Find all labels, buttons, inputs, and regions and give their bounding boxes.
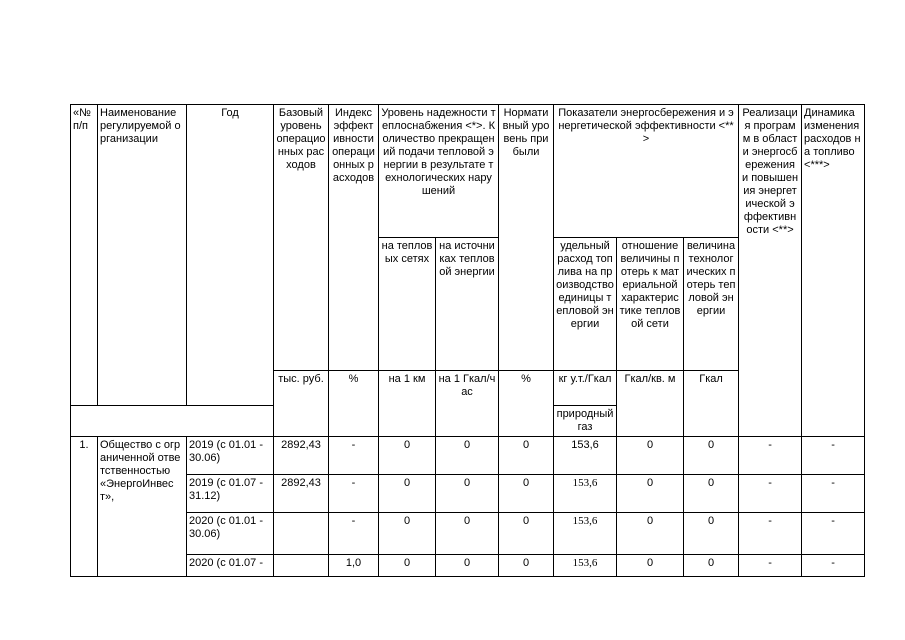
row-networks: 0 <box>379 555 436 577</box>
org-name: Общество с ограниченной ответственностью «ЭнергоИнвест», <box>98 437 187 577</box>
subheader-losses-ratio: отношение величины потерь к материальной характеристике тепловой сети <box>617 238 684 371</box>
header-num: «№ п/п <box>71 105 98 406</box>
table-row <box>71 555 865 577</box>
unit-fuel: кг у.т./Гкал <box>554 371 617 406</box>
row-program: - <box>739 513 802 555</box>
row-year: 2020 (с 01.01 - 30.06) <box>187 513 274 555</box>
header-energy: Показатели энергосбережения и энергетической эффективности <**> <box>554 105 739 238</box>
row-fuel: 153,6 <box>554 513 617 555</box>
unit-networks: на 1 км <box>379 371 436 437</box>
header-dynamics: Динамика изменения расходов на топливо <***> <box>802 105 865 437</box>
subheader-sources: на источниках тепловой энергии <box>436 238 499 371</box>
table-row <box>71 513 865 555</box>
row-dynamics: - <box>802 475 865 513</box>
unit-fuel-type: природный газ <box>554 406 617 437</box>
row-losses-ratio: 0 <box>617 513 684 555</box>
row-profit: 0 <box>499 555 554 577</box>
row-networks: 0 <box>379 513 436 555</box>
row-index: - <box>329 437 379 475</box>
org-num: 1. <box>71 437 98 577</box>
table-row <box>71 475 865 513</box>
row-profit: 0 <box>499 437 554 475</box>
unit-base: тыс. руб. <box>274 371 329 437</box>
row-losses: 0 <box>684 475 739 513</box>
row-program: - <box>739 475 802 513</box>
row-dynamics: - <box>802 437 865 475</box>
row-losses-ratio: 0 <box>617 475 684 513</box>
row-losses-ratio: 0 <box>617 555 684 577</box>
header-org: Наименование регулируемой организации <box>98 105 187 406</box>
unit-profit: % <box>499 371 554 437</box>
row-sources: 0 <box>436 437 499 475</box>
header-year: Год <box>187 105 274 406</box>
row-year: 2019 (с 01.07 - 31.12) <box>187 475 274 513</box>
row-base: 2892,43 <box>274 437 329 475</box>
row-networks: 0 <box>379 475 436 513</box>
row-sources: 0 <box>436 555 499 577</box>
unit-sources: на 1 Гкал/час <box>436 371 499 437</box>
row-year: 2019 (с 01.01 - 30.06) <box>187 437 274 475</box>
subheader-fuel: удельный расход топлива на производство единицы тепловой энергии <box>554 238 617 371</box>
row-fuel: 153,6 <box>554 437 617 475</box>
row-index: 1,0 <box>329 555 379 577</box>
row-dynamics: - <box>802 555 865 577</box>
header-index: Индекс эффективности операционных расходов <box>329 105 379 371</box>
table-row <box>71 437 865 475</box>
tariff-table <box>70 104 865 577</box>
row-fuel: 153,6 <box>554 555 617 577</box>
row-fuel: 153,6 <box>554 475 617 513</box>
row-losses-ratio: 0 <box>617 437 684 475</box>
row-index: - <box>329 513 379 555</box>
row-losses: 0 <box>684 437 739 475</box>
subheader-networks: на тепловых сетях <box>379 238 436 371</box>
subheader-losses: величина технологических потерь тепловой энергии <box>684 238 739 371</box>
row-year: 2020 (с 01.07 - <box>187 555 274 577</box>
row-dynamics: - <box>802 513 865 555</box>
unit-losses: Гкал <box>684 371 739 437</box>
header-profit: Нормативный уровень прибыли <box>499 105 554 371</box>
row-losses: 0 <box>684 513 739 555</box>
header-reliability: Уровень надежности теплоснабжения <*>. Количество прекращений подачи тепловой энергии в результате технологических нарушений <box>379 105 499 238</box>
unit-losses-ratio: Гкал/кв. м <box>617 371 684 437</box>
header-base: Базовый уровень операционных расходов <box>274 105 329 371</box>
row-base <box>274 555 329 577</box>
row-sources: 0 <box>436 475 499 513</box>
row-networks: 0 <box>379 437 436 475</box>
row-profit: 0 <box>499 513 554 555</box>
row-losses: 0 <box>684 555 739 577</box>
unit-spacer <box>71 406 274 437</box>
row-program: - <box>739 555 802 577</box>
header-program: Реализация программ в области энергосбережения и повышения энергетической эффективности <**> <box>739 105 802 437</box>
row-profit: 0 <box>499 475 554 513</box>
unit-index: % <box>329 371 379 437</box>
row-base: 2892,43 <box>274 475 329 513</box>
row-sources: 0 <box>436 513 499 555</box>
row-base <box>274 513 329 555</box>
row-index: - <box>329 475 379 513</box>
row-program: - <box>739 437 802 475</box>
